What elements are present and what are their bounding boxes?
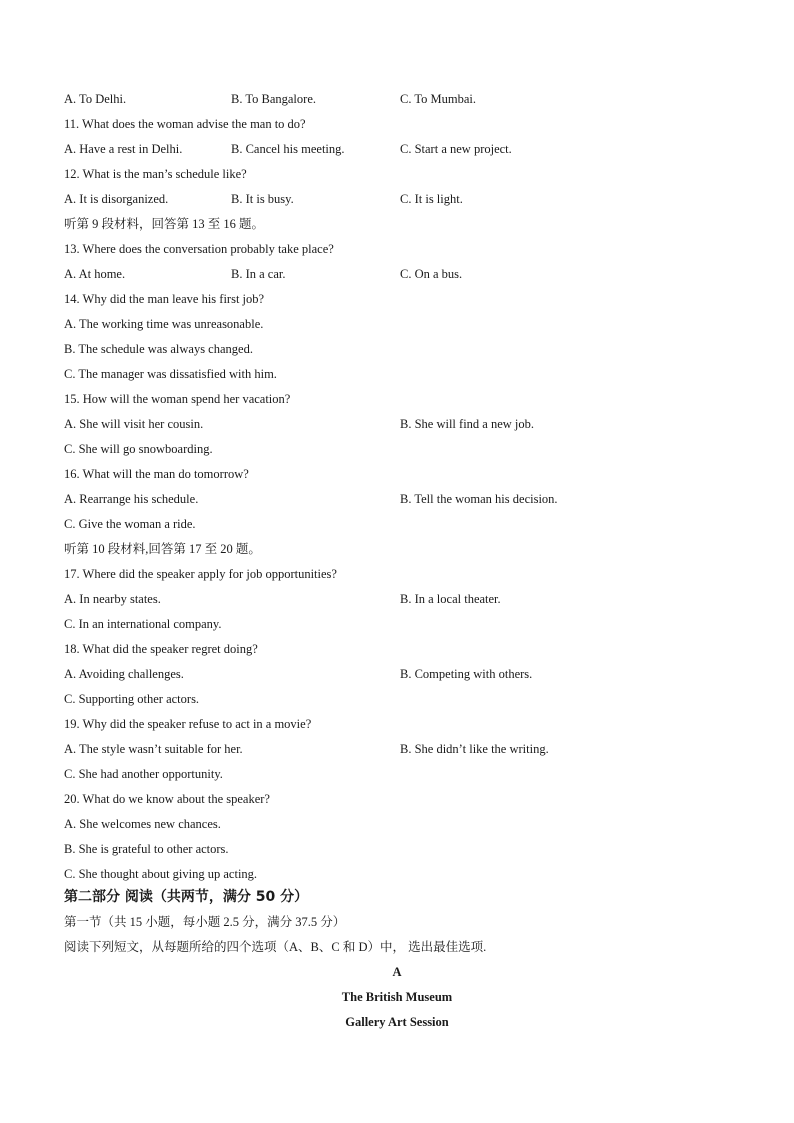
question-text: 15. How will the woman spend her vacation? [64, 392, 291, 406]
subsection-text: 第一节（共 15 小题，每小题 2.5 分，满分 37.5 分） [64, 915, 346, 929]
question-text: 18. What did the speaker regret doing? [64, 642, 258, 656]
question-text: 17. Where did the speaker apply for job opportunities? [64, 567, 337, 581]
question-text: 听第 9 段材料，回答第 13 至 16 题。 [64, 217, 265, 231]
passage-title: The British Museum [341, 990, 453, 1004]
answer-option: B. In a local theater. [400, 592, 501, 606]
option-row [0, 665, 794, 683]
question-text: A. The working time was unreasonable. [64, 317, 264, 331]
question-line [0, 690, 794, 708]
question-line [0, 615, 794, 633]
question-line [0, 165, 794, 183]
question-line [0, 340, 794, 358]
question-line [0, 765, 794, 783]
option-row [0, 415, 794, 433]
answer-option: A. In nearby states. [64, 592, 161, 606]
subsection-title [0, 913, 794, 931]
question-line [0, 290, 794, 308]
answer-option: A. It is disorganized. [64, 192, 169, 206]
answer-option: C. It is light. [400, 192, 463, 206]
section-title [0, 888, 794, 906]
question-text: C. Supporting other actors. [64, 692, 200, 706]
question-text: C. She had another opportunity. [64, 767, 223, 781]
option-row [0, 265, 794, 283]
question-line [0, 790, 794, 808]
answer-option: A. Have a rest in Delhi. [64, 142, 183, 156]
answer-option: C. On a bus. [400, 267, 463, 281]
question-line [0, 390, 794, 408]
answer-option: B. In a car. [231, 267, 286, 281]
question-text: C. In an international company. [64, 617, 222, 631]
question-line [0, 240, 794, 258]
answer-option: A. At home. [64, 267, 126, 281]
reading-instruction [0, 938, 794, 956]
answer-option: A. To Delhi. [64, 92, 127, 106]
question-line [0, 515, 794, 533]
answer-option: B. To Bangalore. [231, 92, 316, 106]
question-text: 20. What do we know about the speaker? [64, 792, 270, 806]
question-text: C. Give the woman a ride. [64, 517, 196, 531]
question-line [0, 865, 794, 883]
question-text: 14. Why did the man leave his first job? [64, 292, 265, 306]
section-title-text: 第二部分 阅读（共两节，满分 50 分） [64, 889, 309, 905]
option-row [0, 190, 794, 208]
question-text: 19. Why did the speaker refuse to act in a movie? [64, 717, 312, 731]
question-line [0, 440, 794, 458]
answer-option: B. Cancel his meeting. [231, 142, 345, 156]
question-text: B. She is grateful to other actors. [64, 842, 229, 856]
question-text: 11. What does the woman advise the man to do? [64, 117, 306, 131]
answer-option: B. Competing with others. [400, 667, 533, 681]
question-line [0, 540, 794, 558]
question-text: 听第 10 段材料,回答第 17 至 20 题。 [64, 542, 261, 556]
option-row [0, 490, 794, 508]
passage-subtitle: Gallery Art Session [345, 1015, 449, 1029]
answer-option: A. Avoiding challenges. [64, 667, 184, 681]
question-line [0, 640, 794, 658]
answer-option: C. Start a new project. [400, 142, 512, 156]
question-line [0, 365, 794, 383]
question-line [0, 715, 794, 733]
question-line [0, 215, 794, 233]
question-text: C. She will go snowboarding. [64, 442, 213, 456]
option-row [0, 590, 794, 608]
answer-option: B. She didn’t like the writing. [400, 742, 549, 756]
question-text: B. The schedule was always changed. [64, 342, 253, 356]
answer-option: B. Tell the woman his decision. [400, 492, 558, 506]
instruction-text: 阅读下列短文，从每题所给的四个选项（A、B、C 和 D）中， 选出最佳选项. [64, 940, 487, 954]
question-line [0, 815, 794, 833]
question-line [0, 840, 794, 858]
question-text: 16. What will the man do tomorrow? [64, 467, 249, 481]
question-line [0, 565, 794, 583]
question-line [0, 465, 794, 483]
answer-option: A. Rearrange his schedule. [64, 492, 199, 506]
question-text: C. She thought about giving up acting. [64, 867, 258, 881]
answer-option: B. She will find a new job. [400, 417, 535, 431]
question-text: A. She welcomes new chances. [64, 817, 221, 831]
question-text: 13. Where does the conversation probably take place? [64, 242, 334, 256]
answer-option: A. The style wasn’t suitable for her. [64, 742, 243, 756]
answer-option: C. To Mumbai. [400, 92, 476, 106]
answer-option: B. It is busy. [231, 192, 294, 206]
option-row [0, 140, 794, 158]
question-line [0, 315, 794, 333]
question-text: 12. What is the man’s schedule like? [64, 167, 247, 181]
question-line [0, 115, 794, 133]
answer-option: A. She will visit her cousin. [64, 417, 204, 431]
option-row [0, 90, 794, 108]
passage-letter: A [392, 965, 402, 979]
option-row [0, 740, 794, 758]
question-text: C. The manager was dissatisfied with him. [64, 367, 277, 381]
